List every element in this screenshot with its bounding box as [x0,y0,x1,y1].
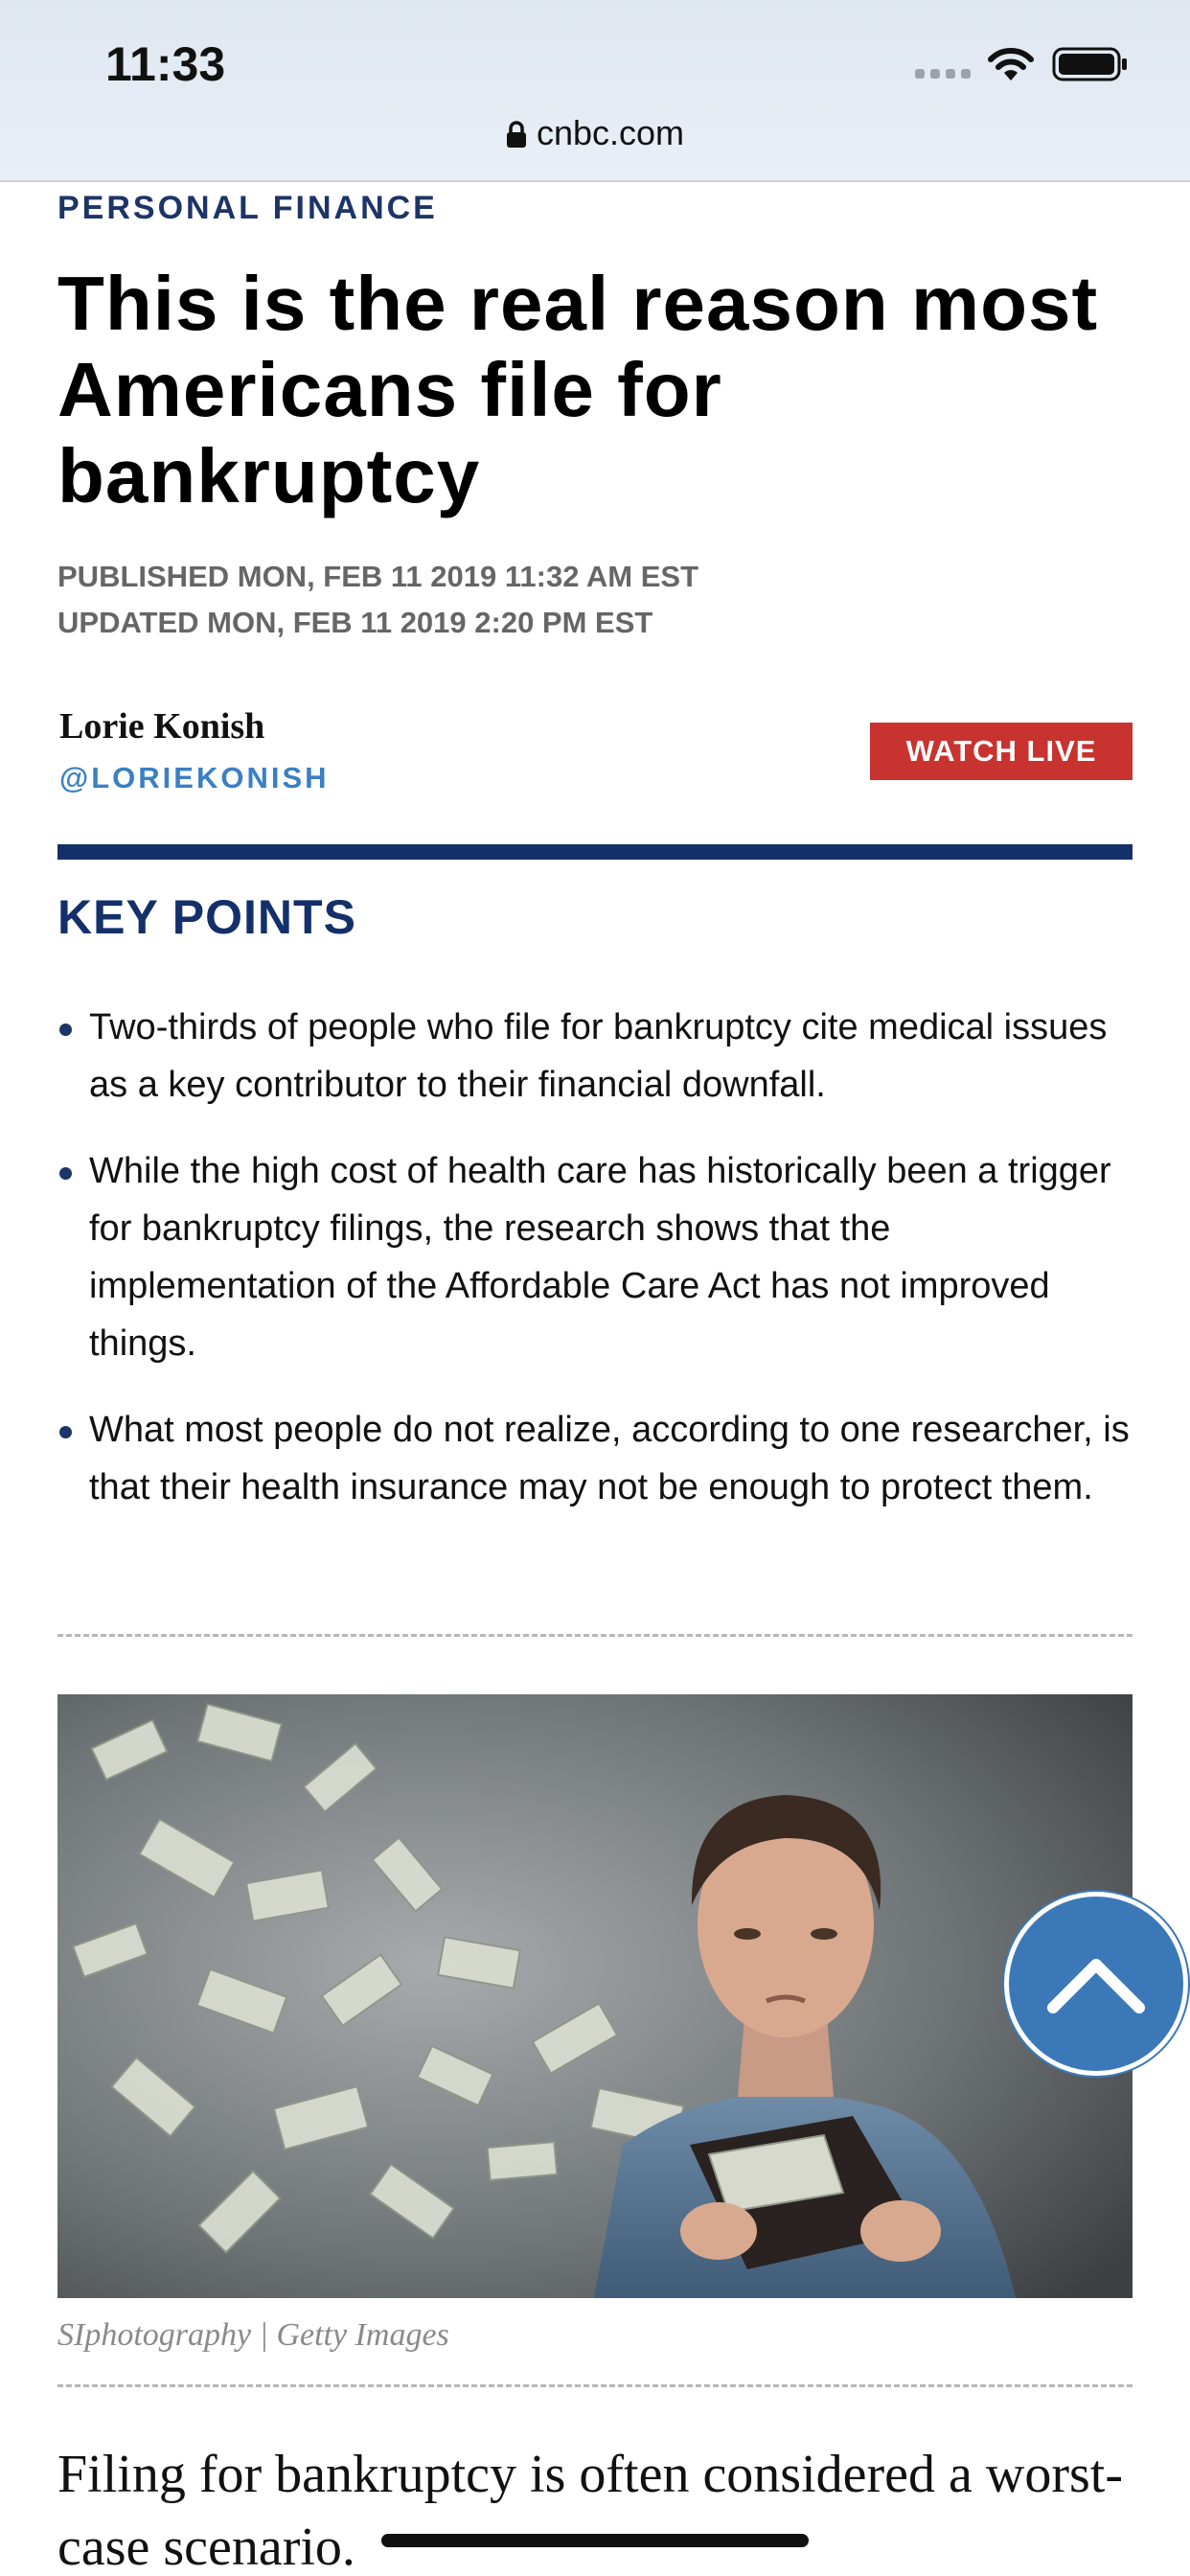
article-timestamps [57,554,698,646]
key-point-text: While the high cost of health care has historically been a trigger for bankruptcy filings, the research shows that the implementation of the Affordable Care Act has not improved things. [89,1151,1111,1364]
bullet-icon [59,1167,72,1180]
key-point-item [57,1401,1133,1516]
key-point-item [57,999,1133,1114]
author-name[interactable]: Lorie Konish [59,706,265,747]
lock-icon [506,120,527,149]
author-twitter-handle[interactable]: @LORIEKONISH [59,761,330,794]
status-time: 11:33 [105,37,226,91]
watch-live-button[interactable]: WATCH LIVE [870,723,1133,780]
signal-icon [915,67,971,80]
home-indicator[interactable] [381,2534,809,2547]
scroll-to-top-button[interactable] [1004,1892,1188,2076]
chevron-up-icon [1043,1950,1149,2017]
key-points-divider [57,844,1133,860]
published-date: PUBLISHED MON, FEB 11 2019 11:32 AM EST [57,560,699,593]
key-point-item [57,1142,1133,1372]
browser-top-bar [0,0,1190,182]
key-points-title: KEY POINTS [57,890,356,944]
bullet-icon [59,1024,72,1036]
article-photo[interactable] [57,1694,1133,2298]
address-domain: cnbc.com [536,113,685,152]
battery-icon [1052,46,1129,82]
article-body-paragraph: Filing for bankruptcy is often considered a worst-case scenario. [57,2445,1123,2576]
dashed-divider [57,2384,1133,2387]
image-caption: SIphotography | Getty Images [57,2317,449,2353]
bullet-icon [59,1426,72,1438]
key-points-list [57,999,1133,1545]
dashed-divider [57,1634,1133,1637]
wifi-icon [985,44,1037,82]
key-point-text: What most people do not realize, according to one researcher, is that their health insurance may not be enough to protect them. [89,1410,1130,1507]
updated-date: UPDATED MON, FEB 11 2019 2:20 PM EST [57,606,653,639]
section-label[interactable]: PERSONAL FINANCE [57,190,438,226]
address-bar[interactable] [0,113,1190,153]
article-headline: This is the real reason most Americans file for bankruptcy [57,261,1099,518]
key-point-text: Two-thirds of people who file for bankruptcy cite medical issues as a key contributor to their financial downfall. [89,1007,1108,1105]
